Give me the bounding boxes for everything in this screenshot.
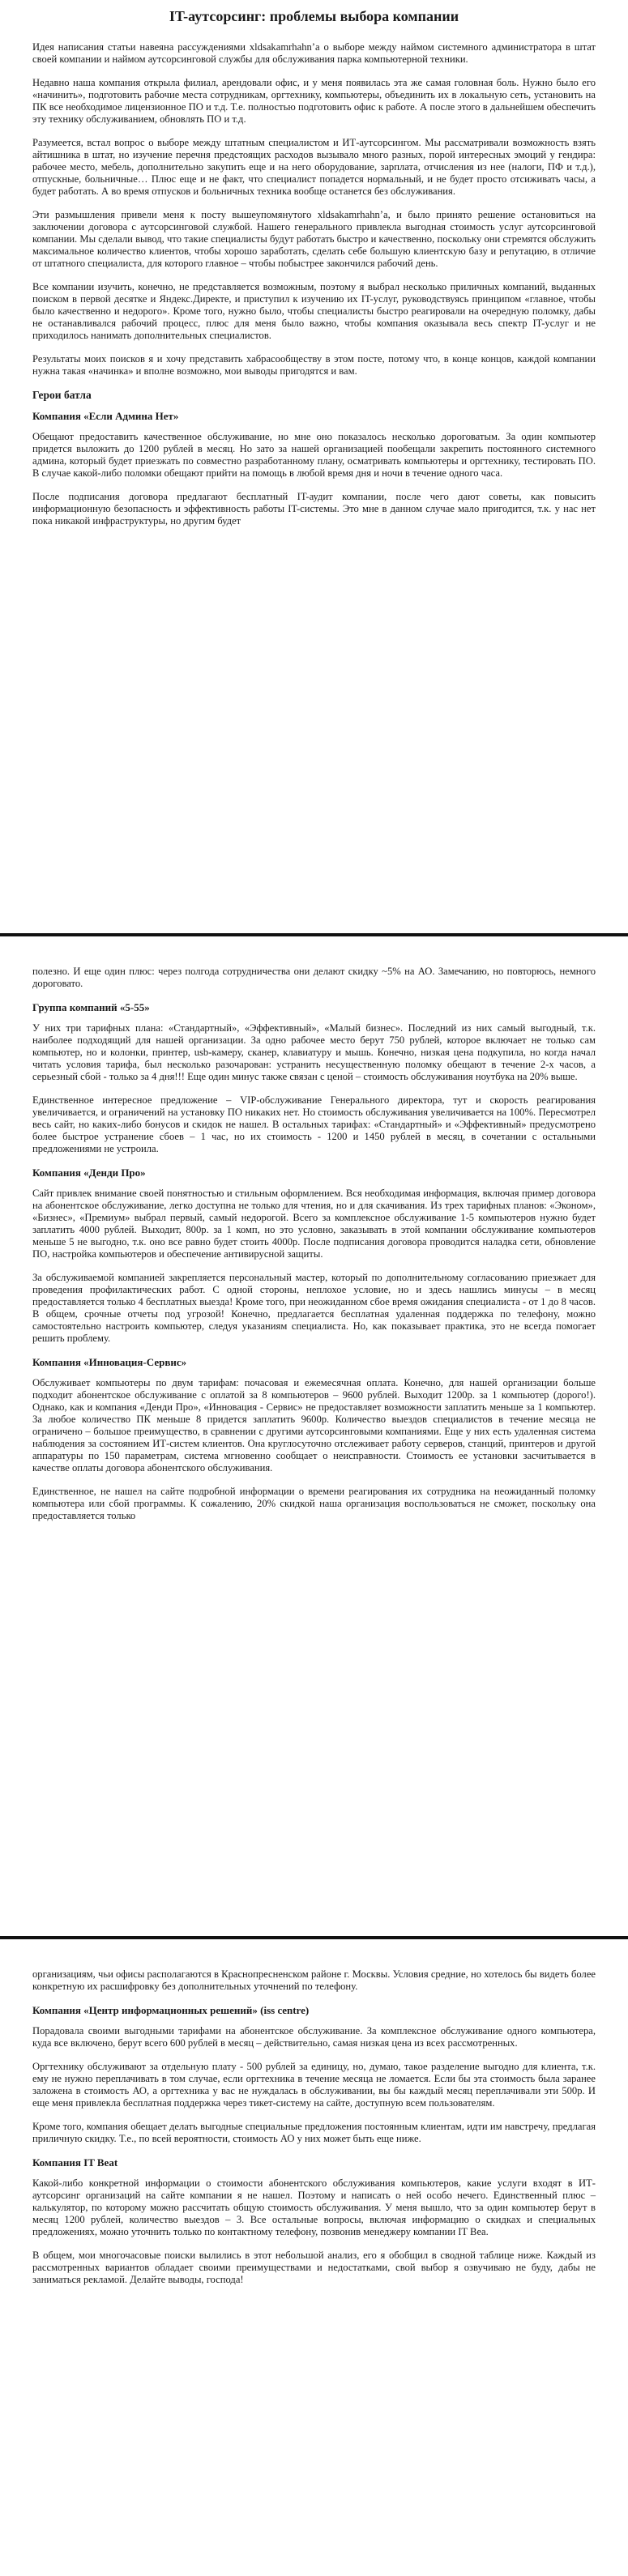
page-3 <box>0 1968 628 2576</box>
paragraph: Результаты моих поисков я и хочу представить хабрасообществу в этом посте, потому что, в конце концов, каждой компании нужна такая «начинка» и вполне возможно, мои выводы пригодятся и вам. <box>32 353 596 377</box>
company-heading-5-55: Группа компаний «5-55» <box>32 1001 150 1013</box>
paragraph: Какой-либо конкретной информации о стоимости абонентского обслуживания компьютеров, какие услуги входят в ИТ-аутсорсинг организаций на сайте компании я не нашел. Поэтому и написать о ней особо нечего. Единственный плюс – калькулятор, по которому можно рассчитать общую стоимость обслуживания. У меня вышло, что за один компьютер берут в месяц 1200 рублей, количество выездов – 3. Все остальные вопросы, включая информацию о скидках и специальных предложениях, можно уточнить только по контактному телефону, позвонив менеджеру компании IT Bea. <box>32 2177 596 2237</box>
page-1 <box>0 0 628 928</box>
company-heading-centr-info-resheniy <box>32 2004 596 2017</box>
paragraph: После подписания договора предлагают бесплатный IT-аудит компании, после чего дают советы, как повысить информационную безопасность и эффективность работы IT-системы. Это мне в данном случае мало пригодится, т.к. у нас нет пока никакой инфраструктуры, но другим будет <box>32 491 596 527</box>
page-2 <box>0 966 628 1930</box>
paragraph: У них три тарифных плана: «Стандартный», «Эффективный», «Малый бизнес». Последний из них самый выгодный, т.к. наиболее подходящий для нашей организации. За одно рабочее место берут 750 рублей, которое включает не только сам компьютер, но и колонки, принтер, usb-камеру, сканер, клавиатуру и мышь. Конечно, низкая цена подкупила, но когда начал читать условия тарифа, был несколько разочарован: устранить несущественную поломку обещают в течение 2-х часов, а серьезный сбой - только за 4 дня!!! Еще один минус также связан с ценой – стоимость обслуживания ноутбука на 20% выше. <box>32 1022 596 1082</box>
paragraph: организациям, чьи офисы располагаются в Краснопресненском районе г. Москвы. Условия средние, но хотелось бы видеть более конкретную их расшифровку без дополнительных уточнений по телефону. <box>32 1968 596 1992</box>
company-heading-innovacia-servis: Компания «Инновация-Сервис» <box>32 1356 187 1368</box>
paragraph: полезно. И еще один плюс: через полгода сотрудничества они делают скидку ~5% на АО. Замечанию, но повторюсь, немного дороговато. <box>32 966 596 989</box>
page-separator <box>0 1936 628 1939</box>
paragraph: Сайт привлек внимание своей понятностью и стильным оформлением. Вся необходимая информация, включая пример договора на абонентское обслуживание, легко доступна не только для чтения, но и для скачивания. Из трех тарифных планов: «Эконом», «Бизнес», «Премиум» выбрал первый, самый недорогой. Всего за комплексное обслуживание 1-5 компьютеров нужно будет заплатить 4000 рублей. Выходит, 800р. за 1 комп, но это условно, заказывать в этой компании обслуживание компьютеров меньше 5 не выгодно, т.к. оно все равно будет стоить 4000р. После подписания договора проводится наладка сети, обновление ПО, настройка компьютеров и обеспечение антивирусной защиты. <box>32 1188 596 1260</box>
paragraph: Эти размышления привели меня к посту вышеупомянутого xldsakamrhahn’a, и было принято решение остановиться на заключении договора с аутсорсинговой службой. Нашего генерального привлекла выгодная стоимость услуг аутсорсинговой компании. Мы сделали вывод, что такие специалисты будут работать быстро и качественно, поскольку они стремятся обслужить максимальное количество клиентов, чтобы хорошо заработать, сделать себе большую клиентскую базу и репутацию, в отличие от штатного специалиста, для которого главное – чтобы побыстрее закончился рабочий день. <box>32 209 596 269</box>
company-heading-esli-admina-net: Компания «Если Админа Нет» <box>32 410 179 422</box>
paragraph: Кроме того, компания обещает делать выгодные специальные предложения постоянным клиентам, идти им навстречу, предлагая приличную скидку. Т.е., по всей вероятности, стоимость АО у них может быть еще ниже. <box>32 2121 596 2144</box>
paragraph: Все компании изучить, конечно, не представляется возможным, поэтому я выбрал несколько приличных компаний, выданных поиском в первой десятке и Яндекс.Директе, и приступил к изучению их IT-услуг, руководствуясь принципом «главное, чтобы было качественно и недорого». Кроме того, нужно было, чтобы специалисты быстро реагировали на очередную поломку, дабы не останавливался рабочий процесс, плюс для меня было важно, чтобы компания оказывала весь спектр IT-услуг и не приходилось нанимать дополнительных специалистов. <box>32 281 596 341</box>
paragraph: Единственное интересное предложение – VIP-обслуживание Генерального директора, тут и скорость реагирования увеличивается, и ограничений на установку ПО никаких нет. Но стоимость обслуживания увеличивается на 100%. Пересмотрел весь сайт, но каких-либо бонусов и скидок не нашел. В остальных тарифах: «Стандартный» и «Эффективный» предусмотрено более быстрое устранение сбоев – 1 час, но их стоимость - 1200 и 1450 рублей в месяц, в сочетании с остальными предложениями не устроила. <box>32 1094 596 1154</box>
section-heading-heroes: Герои батла <box>32 389 92 401</box>
company-heading-it-beat: Компания IT Beat <box>32 2156 118 2169</box>
company-heading-dendi-pro: Компания «Денди Про» <box>32 1166 146 1179</box>
company-heading-extra: (iss centre) <box>260 2004 310 2016</box>
paragraph: За обслуживаемой компанией закрепляется персональный мастер, который по дополнительному согласованию приезжает для проведения профилактических работ. С одной стороны, неплохое условие, но и здесь нашлись минусы – в месяц предоставляется только 4 бесплатных выезда! Кроме того, при неожиданном сбое время ожидания специалиста - от 1 до 8 часов. В общем, срочные отчеты под угрозой! Конечно, предлагается бесплатная удаленная поддержка по телефону, можно самостоятельно настроить компьютер, следуя указаниям специалиста. Но, как показывает практика, это не всегда помогает решить проблему. <box>32 1272 596 1344</box>
paragraph: Недавно наша компания открыла филиал, арендовали офис, и у меня появилась эта же самая головная боль. Нужно было его «начинить», подготовить рабочие места сотрудникам, оргтехнику, компьютеры, объединить их в локальную сеть, установить на ПК все необходимое лицензионное ПО и т.д. Т.е. полностью подготовить офис к работе. А после этого в дальнейшем обеспечить эту технику обслуживанием, обновлять ПО и т.д. <box>32 77 596 125</box>
paragraph: Обещают предоставить качественное обслуживание, но мне оно показалось несколько дороговатым. За один компьютер придется выложить до 1200 рублей в месяц. Но зато за нашей организацией пообещали закрепить постоянного системного админа, который будет приезжать по совместно разработанному плану, осматривать компьютеры и оргтехнику, тестировать ПО. В случае какой-либо поломки обещают прийти на помощь в любой время дня и ночи в течение одного часа. <box>32 431 596 479</box>
page-title: IT-аутсорсинг: проблемы выбора компании <box>169 8 459 24</box>
paragraph: В общем, мои многочасовые поиски вылились в этот небольшой анализ, его я обобщил в сводной таблице ниже. Каждый из рассмотренных вариантов обладает своими преимуществами и недостатками, свой выбор я озвучиваю не буду, дабы не заниматься рекламой. Делайте выводы, господа! <box>32 2250 596 2285</box>
paragraph: Оргтехнику обслуживают за отдельную плату - 500 рублей за единицу, но, думаю, такое разделение выгодно для клиента, т.к. ему не нужно переплачивать в том случае, если оргтехника в течение месяца не ломается. Если бы эта стоимость была заранее заложена в стоимость АО, а оргтехника у вас не нуждалась в обслуживании, вы бы каждый месяц переплачивали эти 500р. И еще меня привлекла бесплатная поддержка через тикет-систему на сайте, доступную всем пользователям. <box>32 2061 596 2109</box>
paragraph: Разумеется, встал вопрос о выборе между штатным специалистом и ИТ-аутсорсингом. Мы рассматривали возможность взять айтишника в штат, но изучение перечня предстоящих расходов вызывало много разных, порой интересных эмоций у гендира: рабочее место, мебель, дополнительно закупить еще и на него оборудование, зарплата, отчисления из нее (налоги, ПФ и т.д.), отпускные, больничные… Плюс еще и не факт, что специалист попадется нормальный, и не будет просто отсиживать часы, а будет работать. А во время отпусков и больничных техника вообще останется без обслуживания. <box>32 137 596 197</box>
paragraph: Порадовала своими выгодными тарифами на абонентское обслуживание. За комплексное обслуживание одного компьютера, куда все включено, берут всего 600 рублей в месяц – действительно, самая низкая цена из всех рассмотренных. <box>32 2025 596 2049</box>
page-separator <box>0 933 628 936</box>
paragraph: Обслуживает компьютеры по двум тарифам: почасовая и ежемесячная оплата. Конечно, для нашей организации больше подходит абонентское обслуживание с оплатой за 8 компьютеров – 9600 рублей. Выходит 1200р. за 1 компьютер (дорого!). Однако, как и компания «Денди Про», «Инновация - Сервис» не предоставляет возможности заплатить меньше за 1 компьютер. За любое количество ПК меньше 8 придется заплатить 9600р. Количество выездов специалистов в течение месяца не ограничено – большое преимущество, в сравнении с другими аутсорсинговыми компаниями. Еще у них есть удаленная система наблюдения за состоянием ИТ-систем клиентов. Она круглосуточно отслеживает работу серверов, станций, принтеров и другой аппаратуры по 150 параметрам, система мгновенно сообщает о неисправности. Стоимость ее установки засчитывается в качестве оплаты договора абонентского обслуживания. <box>32 1377 596 1474</box>
company-heading-text: Компания «Центр информационных решений» <box>32 2004 258 2016</box>
paragraph: Единственное, не нашел на сайте подробной информации о времени реагирования их сотрудника на неожиданный поломку компьютера или сбой программы. К сожалению, 20% скидкой наша организация воспользоваться не сможет, поскольку она предоставляется только <box>32 1486 596 1521</box>
paragraph: Идея написания статьи навеяна рассуждениями xldsakamrhahn’a о выборе между наймом системного администратора в штат своей компании и наймом аутсорсинговой службы для обслуживания парка компьютерной техники. <box>32 41 596 65</box>
